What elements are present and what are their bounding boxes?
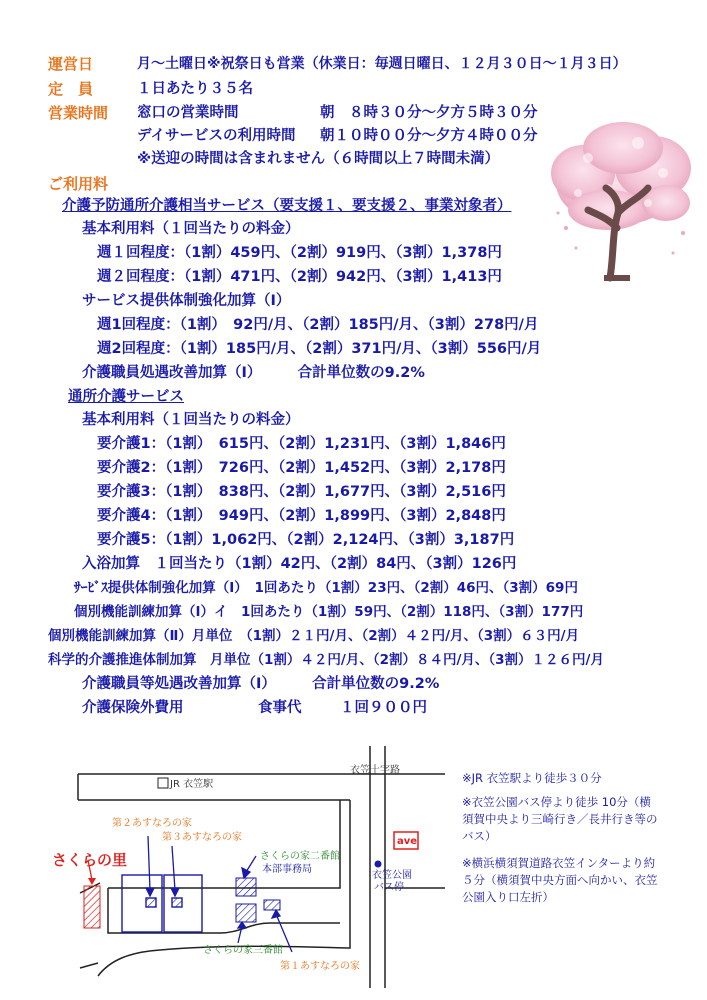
capacity-text: １日あたり３５名 — [137, 81, 253, 97]
hours-day-time: 朝１０時００分～夕方４時００分 — [320, 128, 538, 144]
open-days-text: 月～土曜日※祝祭日も営業（休業日：毎週日曜日、１２月３０日～１月３日） — [137, 56, 627, 72]
map-sakura-3: さくらの家三番館 — [203, 945, 283, 956]
prevention-strengthen-row-1: 週1回程度：（1割） 92円/月、（2割）185円/月、（3割）278円/月 — [97, 317, 539, 333]
hours-window-time: 朝 ８時３０分～夕方５時３０分 — [320, 105, 538, 121]
daycare-strengthen: ｻｰﾋﾞｽ提供体制強化加算（Ⅰ） 1回あたり（1割）23円、（2割）46円、（3割）69円 — [74, 580, 578, 596]
daycare-improve: 介護職員等処遇改善加算（Ⅰ） 合計単位数の9.2% — [82, 676, 440, 692]
daycare-title: 通所介護サービス — [68, 389, 184, 405]
daycare-row-1: 要介護1：（1割） 615円、（2割）1,231円、（3割）1,846円 — [97, 436, 506, 452]
prevention-improve: 介護職員処遇改善加算（Ⅰ） 合計単位数の9.2% — [82, 365, 425, 381]
access-note-2: ※衣笠公園バス停より徒歩 10分（横須賀中央より三崎行き／長井行き等のバス） — [462, 795, 658, 843]
access-note-3: ※横浜横須賀道路衣笠インターより約５分（横須賀中央方面へ向かい、衣笠公園入り口左折） — [462, 856, 658, 904]
map-asunaro-3: 第３あすなろの家 — [162, 832, 242, 843]
daycare-row-2: 要介護2：（1割） 726円、（2割）1,452円、（3割）2,178円 — [97, 460, 506, 476]
access-map — [40, 738, 460, 1000]
access-note-1: ※JR 衣笠駅より徒歩３０分 — [462, 771, 602, 785]
map-hq: 本部事務局 — [262, 864, 312, 875]
map-asunaro-2: 第２あすなろの家 — [112, 818, 192, 829]
map-jr-station: JR 衣笠駅 — [170, 779, 214, 790]
map-ave: ave — [397, 836, 418, 847]
map-crossing: 衣笠十字路 — [350, 765, 400, 776]
daycare-row-4: 要介護4：（1割） 949円、（2割）1,899円、（3割）2,848円 — [97, 508, 506, 524]
prevention-strengthen-row-2: 週2回程度：（1割）185円/月、（2割）371円/月、（3割）556円/月 — [97, 341, 542, 357]
daycare-individual-2: 個別機能訓練加算（Ⅱ）月単位 （1割）２１円/月、（2割）４２円/月、（3割）６３円/月 — [48, 628, 580, 644]
map-asunaro-1: 第１あすなろの家 — [280, 961, 360, 972]
capacity-label: 定 員 — [48, 80, 94, 98]
map-bus-stop-2: バス停 — [374, 882, 404, 893]
cherry-tree-illustration — [548, 118, 698, 283]
daycare-row-3: 要介護3：（1割） 838円、（2割）1,677円、（3割）2,516円 — [97, 484, 506, 500]
meal-label: 食事代 — [258, 700, 302, 716]
prevention-row-1: 週１回程度：（1割）459円、（2割）919円、（3割）1,378円 — [97, 245, 502, 261]
prevention-basic-title: 基本利用料（１回当たりの料金） — [82, 221, 300, 237]
daycare-individual-1: 個別機能訓練加算（Ⅰ）イ 1回あたり（1割）59円、（2割）118円、（3割）177円 — [74, 604, 584, 620]
prevention-row-2: 週２回程度：（1割）471円、（2割）942円、（3割）1,413円 — [97, 269, 502, 285]
prevention-title: 介護予防通所介護相当サービス（要支援１、要支援２、事業対象者） — [62, 198, 512, 214]
map-bus-stop-1: 衣笠公園 — [372, 870, 412, 881]
hours-day-label: デイサービスの利用時間 — [137, 128, 296, 144]
map-sakura-2: さくらの家二番館 — [260, 851, 340, 862]
hours-label: 営業時間 — [48, 104, 109, 122]
daycare-row-5: 要介護5：（1割）1,062円、（2割）2,124円、（3割）3,187円 — [97, 532, 515, 548]
hours-note: ※送迎の時間は含まれません（６時間以上７時間未満） — [137, 151, 500, 167]
daycare-science: 科学的介護推進体制加算 月単位（1割）４２円/月、（2割）８４円/月、（3割）１２６円/月 — [48, 652, 604, 668]
fees-title: ご利用料 — [48, 175, 109, 193]
open-days-label: 運営日 — [48, 55, 94, 73]
meal-price: １回９００円 — [340, 700, 427, 716]
daycare-bath: 入浴加算 １回当たり（1割）42円、（2割）84円、（3割）126円 — [82, 556, 517, 572]
prevention-strengthen-title: サービス提供体制強化加算（Ⅰ） — [82, 293, 291, 309]
hours-window-label: 窓口の営業時間 — [137, 105, 239, 121]
outside-insurance-label: 介護保険外費用 — [82, 700, 184, 716]
daycare-basic-title: 基本利用料（１回当たりの料金） — [82, 412, 300, 428]
map-sakura-sato: さくらの里 — [52, 851, 128, 869]
